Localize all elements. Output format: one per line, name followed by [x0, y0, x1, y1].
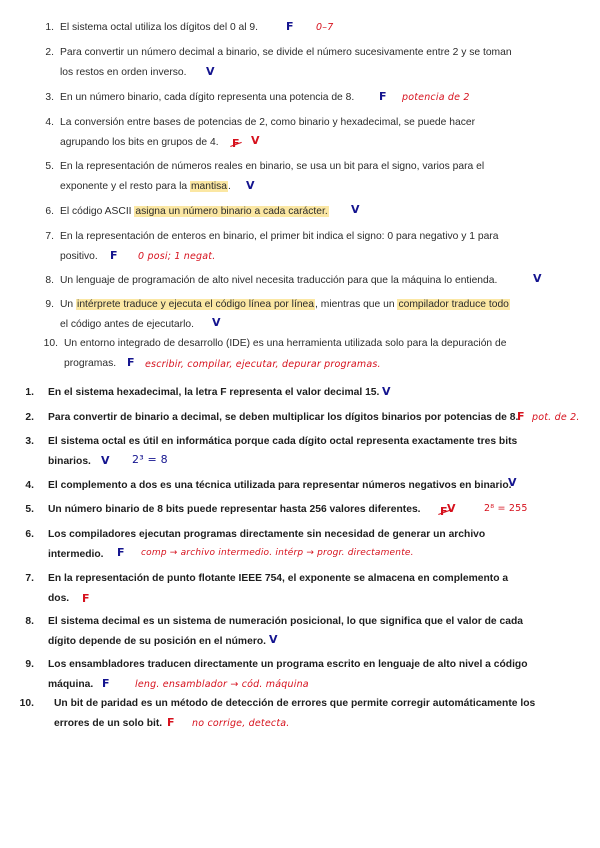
question-text: El complemento a dos es una técnica utilizada para representar números negativos en binario. — [48, 480, 512, 491]
question-text: Para convertir de binario a decimal, se deben multiplicar los dígitos binarios por potencias de 8. — [48, 412, 519, 423]
question-text-line2: errores de un solo bit. — [54, 718, 163, 729]
question-number: 8. — [45, 275, 54, 286]
question-text-line1: El sistema decimal es un sistema de numeración posicional, lo que significa que el valor de cada — [48, 616, 523, 627]
question-number: 1. — [25, 387, 34, 398]
question-number: 3. — [25, 436, 34, 447]
handwritten-note: comp → archivo intermedio. intérp → progr. directamente. — [141, 548, 414, 558]
question-number: 10. — [43, 338, 58, 349]
question-text-line2: los restos en orden inverso. — [60, 67, 187, 78]
highlighted-text: mantisa — [190, 181, 228, 192]
question-text-line1: En la representación de punto flotante IEEE 754, el exponente se almacena en complemento a — [48, 573, 509, 584]
question-text-line1: Para convertir un número decimal a binario, se divide el número sucesivamente entre 2 y se toman — [60, 47, 512, 58]
question-text-line2: dos. — [48, 593, 70, 604]
question-text-line2: programas. — [64, 358, 117, 369]
handwritten-note: 2³ = 8 — [132, 453, 168, 466]
question-text-line1: La conversión entre bases de potencias de 2, como binario y hexadecimal, se puede hacer — [60, 117, 475, 128]
answer-mark: F — [110, 249, 118, 262]
answer-mark: V — [382, 385, 391, 398]
answer-mark: F — [117, 546, 125, 559]
question-text: Un número binario de 8 bits puede representar hasta 256 valores diferentes. — [48, 504, 421, 515]
question-number: 9. — [45, 299, 54, 310]
question-number: 10. — [19, 698, 34, 709]
question-number: 4. — [25, 480, 34, 491]
question-text-line1: En la representación de números reales en binario, se usa un bit para el signo, varios para el — [60, 161, 485, 172]
question-number: 6. — [25, 529, 34, 540]
struck-answer-mark: F — [439, 505, 448, 518]
highlighted-text: compilador traduce todo — [398, 299, 509, 310]
question-text: El sistema octal utiliza los dígitos del 0 al 9. — [60, 22, 259, 33]
question-text: Un lenguaje de programación de alto nivel necesita traducción para que la máquina lo entienda. — [60, 275, 498, 286]
handwritten-note: 2⁸ = 255 — [484, 503, 528, 514]
answer-mark: V — [508, 476, 517, 489]
question-text-line1: Los compiladores ejecutan programas directamente sin necesidad de generar un archivo — [48, 529, 486, 540]
answer-mark: V — [269, 633, 278, 646]
answer-mark: V — [101, 454, 110, 467]
question-text-line1: Los ensambladores traducen directamente un programa escrito en lenguaje de alto nivel a código — [48, 659, 528, 670]
question-text-line1: Un bit de paridad es un método de detección de errores que permite corregir automáticamente los — [54, 698, 536, 709]
answer-mark: V — [447, 502, 456, 515]
handwritten-note: potencia de 2 — [402, 92, 470, 103]
answer-mark: F — [82, 592, 90, 605]
answer-mark: F — [517, 410, 525, 423]
answer-mark: V — [206, 65, 215, 78]
question-text-line2: agrupando los bits en grupos de 4. — [60, 137, 219, 148]
answer-mark: F — [102, 677, 110, 690]
question-text-line1: En la representación de enteros en binario, el primer bit indica el signo: 0 para negativo y 1 para — [60, 231, 499, 242]
highlighted-text: intérprete traduce y ejecuta el código línea por línea — [77, 299, 315, 310]
question-text-line2: binarios. — [48, 456, 91, 467]
answer-mark: F — [127, 356, 135, 369]
question-text-line1: Un intérprete traduce y ejecuta el código línea por línea, mientras que un compilador traduce todo — [60, 299, 509, 310]
answer-mark: V — [351, 203, 360, 216]
answer-mark: F — [286, 20, 294, 33]
question-number: 5. — [45, 161, 54, 172]
question-text-line2: intermedio. — [48, 549, 104, 560]
question-text-line2: exponente y el resto para la mantisa. — [60, 181, 231, 192]
struck-answer-mark: F — [232, 137, 240, 150]
question-text-line2: dígito depende de su posición en el número. — [48, 636, 266, 647]
question-text-line1: El sistema octal es útil en informática porque cada dígito octal representa exactamente tres bits — [48, 436, 518, 447]
question-text-line1: Un entorno integrado de desarrollo (IDE) es una herramienta utilizada solo para la depuración de — [64, 338, 507, 349]
handwritten-note: no corrige, detecta. — [192, 718, 290, 729]
answer-mark: V — [212, 316, 221, 329]
question-text: En un número binario, cada dígito representa una potencia de 8. — [60, 92, 355, 103]
question-text-line2: el código antes de ejecutarlo. — [60, 319, 194, 330]
question-number: 2. — [45, 47, 54, 58]
answer-mark: V — [246, 179, 255, 192]
answer-mark: V — [251, 134, 260, 147]
highlighted-text: asigna un número binario a cada carácter. — [135, 206, 328, 217]
question-number: 6. — [45, 206, 54, 217]
question-number: 1. — [45, 22, 54, 33]
question-number: 2. — [25, 412, 34, 423]
handwritten-note: 0–7 — [316, 22, 334, 33]
question-text-line2: máquina. — [48, 679, 94, 690]
question-text-line2: positivo. — [60, 251, 98, 262]
question-number: 3. — [45, 92, 54, 103]
answer-mark: V — [533, 272, 542, 285]
question-text: En el sistema hexadecimal, la letra F representa el valor decimal 15. — [48, 387, 380, 398]
question-number: 9. — [25, 659, 34, 670]
handwritten-note: 0 posi; 1 negat. — [138, 251, 216, 262]
question-number: 7. — [45, 231, 54, 242]
question-number: 5. — [25, 504, 34, 515]
handwritten-note: leng. ensamblador → cód. máquina — [135, 679, 309, 690]
question-number: 7. — [25, 573, 34, 584]
question-number: 4. — [45, 117, 54, 128]
question-number: 8. — [25, 616, 34, 627]
answer-mark: F — [167, 716, 175, 729]
question-text: El código ASCII asigna un número binario a cada carácter. — [60, 206, 328, 217]
answer-mark: F — [379, 90, 387, 103]
handwritten-note: pot. de 2. — [532, 412, 580, 423]
handwritten-note: escribir, compilar, ejecutar, depurar programas. — [145, 359, 381, 370]
